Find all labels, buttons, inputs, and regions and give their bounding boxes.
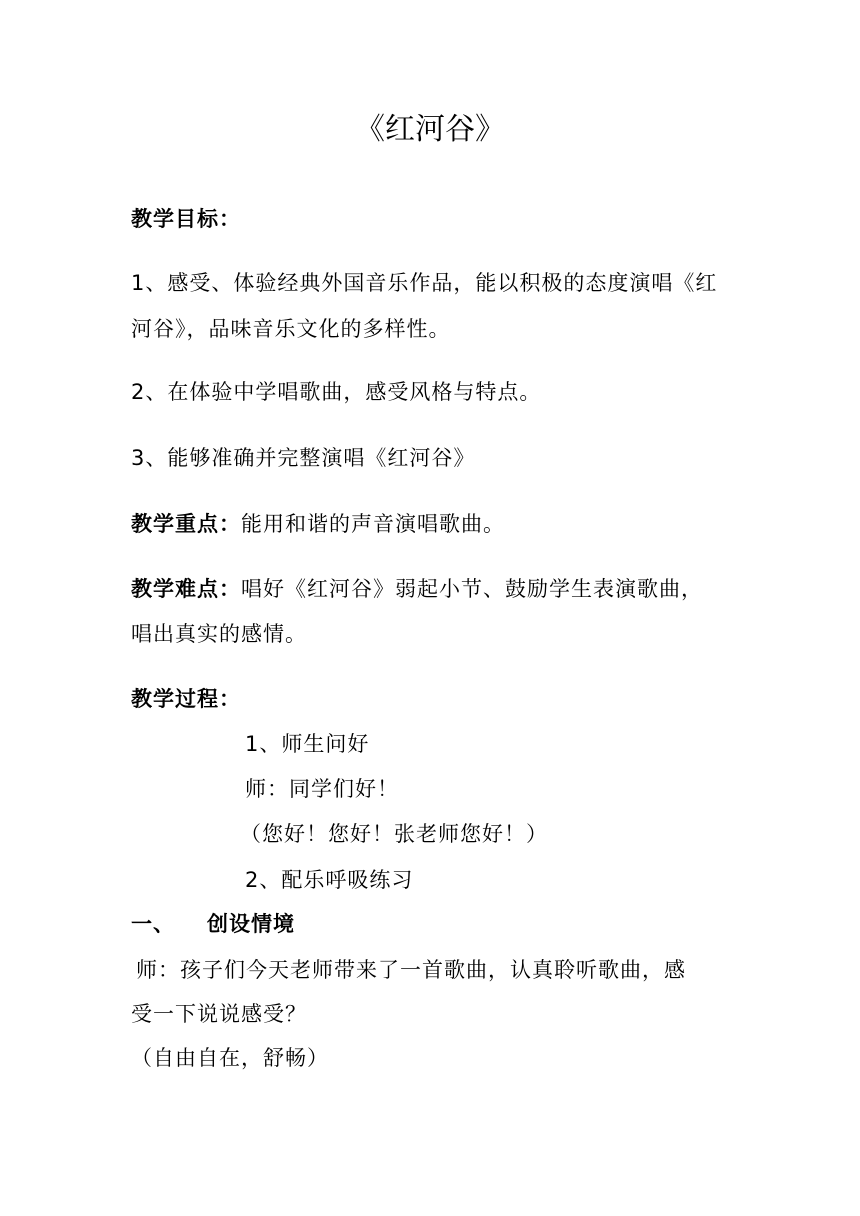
teacher-greeting: 师：同学们好！ — [245, 777, 399, 801]
difficulty-label: 教学难点： — [131, 577, 241, 601]
section-1-number: 一、 — [131, 912, 175, 936]
key-point-label: 教学重点： — [131, 512, 241, 536]
key-point — [131, 509, 731, 539]
difficulty — [131, 574, 731, 604]
objective-3: 3、能够准确并完整演唱《红河谷》 — [131, 446, 476, 470]
section-1-para-line-1: 师：孩子们今天老师带来了一首歌曲，认真聆听歌曲，感 — [136, 958, 686, 982]
section-1-para-line-2: 受一下说说感受？ — [131, 1002, 307, 1026]
section-1-title: 创设情境 — [207, 912, 295, 936]
process-step-2: 2、配乐呼吸练习 — [245, 868, 414, 892]
objective-1-line-1: 1、感受、体验经典外国音乐作品，能以积极的态度演唱《红 — [131, 271, 718, 295]
difficulty-text-line-1: 唱好《红河谷》弱起小节、鼓励学生表演歌曲， — [241, 577, 703, 601]
section-1-answer: （自由自在，舒畅） — [131, 1046, 329, 1070]
students-reply: （您好！您好！张老师您好！） — [240, 822, 548, 846]
key-point-text: 能用和谐的声音演唱歌曲。 — [241, 512, 505, 536]
difficulty-text-line-2: 唱出真实的感情。 — [131, 622, 307, 646]
section-1-heading — [131, 909, 731, 939]
process-step-1: 1、师生问好 — [245, 732, 370, 756]
objective-1-line-2: 河谷》，品味音乐文化的多样性。 — [131, 317, 451, 341]
page-title: 《红河谷》 — [355, 112, 505, 147]
objective-2: 2、在体验中学唱歌曲，感受风格与特点。 — [131, 380, 542, 404]
objectives-heading: 教学目标： — [131, 207, 241, 231]
process-heading: 教学过程： — [131, 687, 241, 711]
